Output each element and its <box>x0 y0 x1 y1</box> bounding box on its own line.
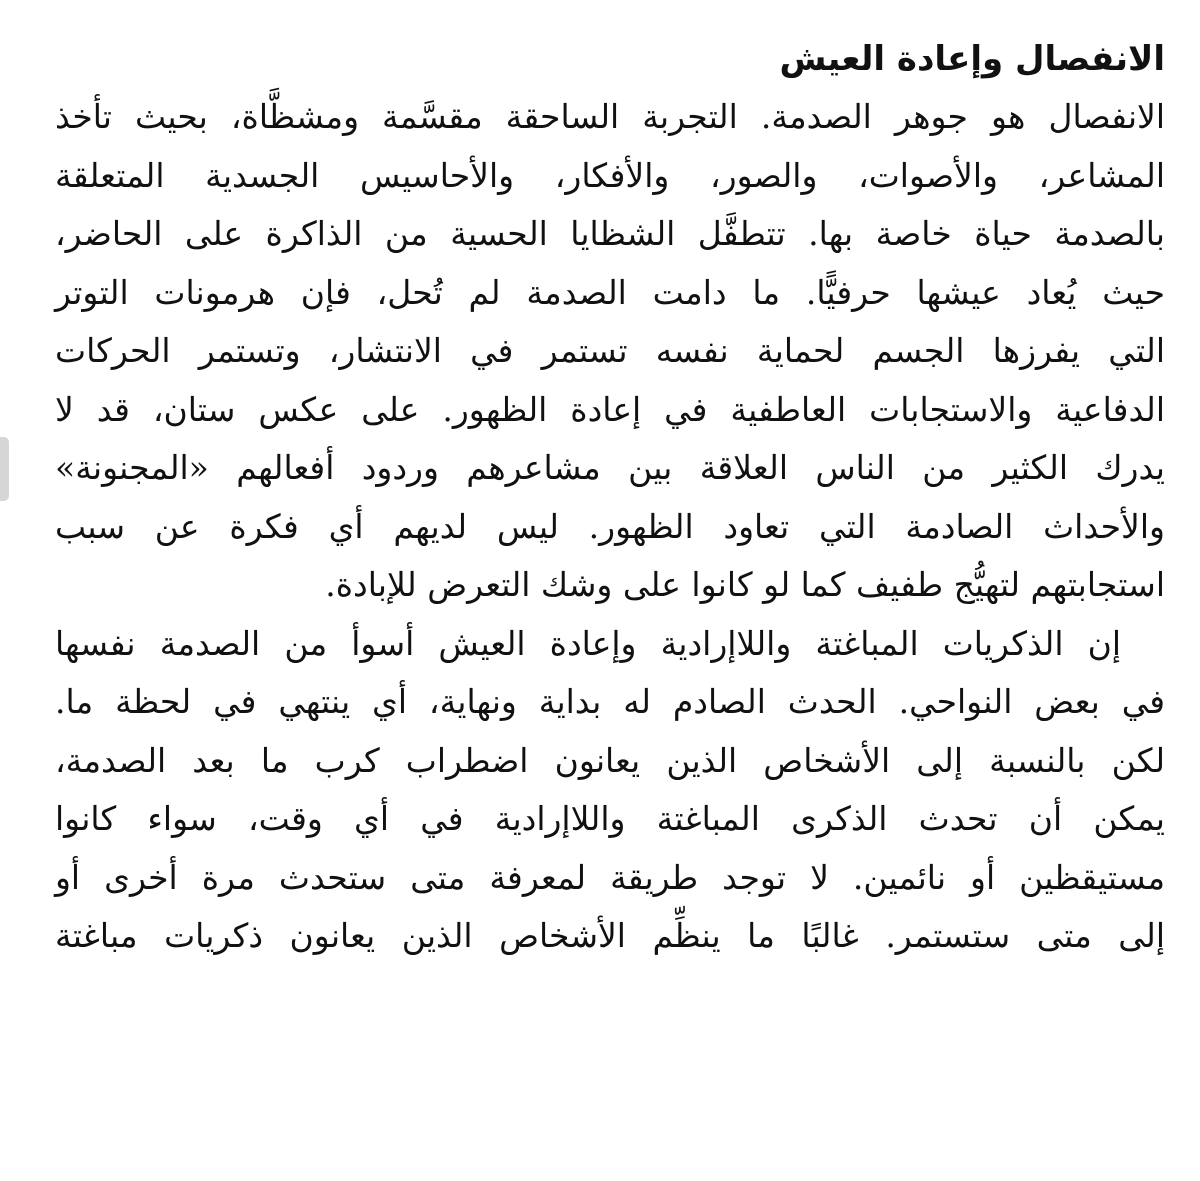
text-line: الانفصال هو جوهر الصدمة. التجربة الساحقة مقسَّمة ومشظَّاة، بحيث تأخذ <box>55 97 1165 136</box>
book-page <box>55 30 1165 966</box>
text-line: استجابتهم لتهيُّج طفيف كما لو كانوا على وشك التعرض للإبادة. <box>325 565 1165 604</box>
text-line: التي يفرزها الجسم لحماية نفسه تستمر في الانتشار، وتستمر الحركات <box>55 331 1165 370</box>
section-heading: الانفصال وإعادة العيش <box>779 39 1165 79</box>
text-line: إلى متى ستستمر. غالبًا ما ينظِّم الأشخاص الذين يعانون ذكريات مباغتة <box>55 916 1165 955</box>
text-line: إن الذكريات المباغتة واللاإرادية وإعادة العيش أسوأ من الصدمة نفسها <box>55 623 1121 663</box>
text-line: يدرك الكثير من الناس العلاقة بين مشاعرهم وردود أفعالهم «المجنونة» <box>55 448 1165 487</box>
text-line: والأحداث الصادمة التي تعاود الظهور. ليس لديهم أي فكرة عن سبب <box>55 506 1165 546</box>
text-line: في بعض النواحي. الحدث الصادم له بداية ونهاية، أي ينتهي في لحظة ما. <box>55 682 1165 721</box>
scroll-edge-handle <box>0 437 9 501</box>
paragraph-2 <box>55 615 1165 966</box>
text-line: لكن بالنسبة إلى الأشخاص الذين يعانون اضطراب كرب ما بعد الصدمة، <box>55 740 1165 780</box>
paragraph-1 <box>55 88 1165 615</box>
text-line: الدفاعية والاستجابات العاطفية في إعادة الظهور. على عكس ستان، قد لا <box>55 389 1165 429</box>
text-line: حيث يُعاد عيشها حرفيًّا. ما دامت الصدمة لم تُحل، فإن هرمونات التوتر <box>55 272 1165 312</box>
text-line: المشاعر، والأصوات، والصور، والأفكار، والأحاسيس الجسدية المتعلقة <box>55 155 1165 195</box>
text-line: مستيقظين أو نائمين. لا توجد طريقة لمعرفة متى ستحدث مرة أخرى أو <box>55 857 1165 897</box>
text-line: بالصدمة حياة خاصة بها. تتطفَّل الشظايا الحسية من الذاكرة على الحاضر، <box>55 214 1165 253</box>
text-line: يمكن أن تحدث الذكرى المباغتة واللاإرادية في أي وقت، سواء كانوا <box>55 799 1165 838</box>
